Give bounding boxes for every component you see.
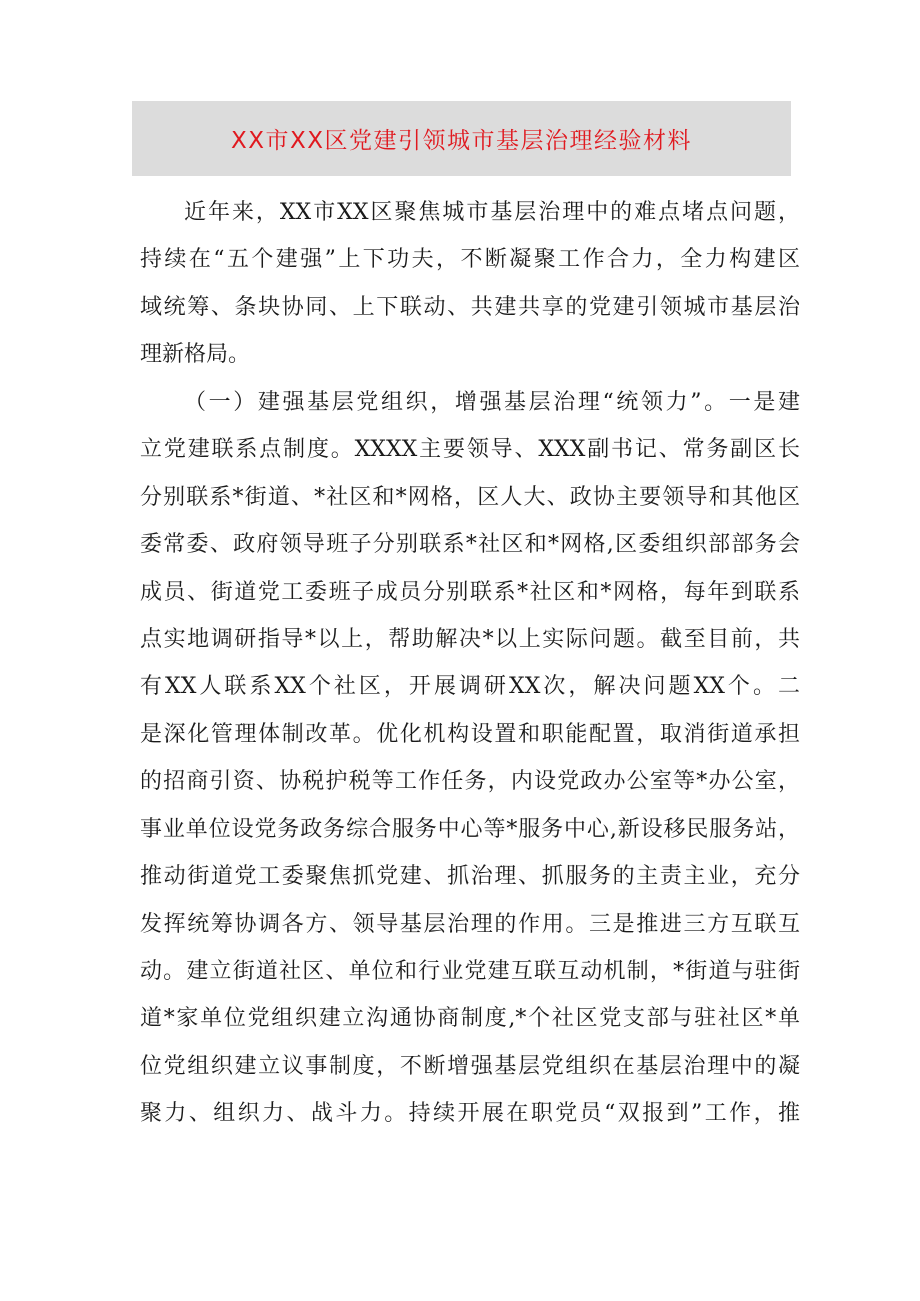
paragraph-line: 推动街道党工委聚焦抓党建、抓治理、抓服务的主责主业，充分 — [140, 864, 800, 890]
paragraph-line: 分别联系*街道、*社区和*网格，区人大、政协主要领导和其他区 — [140, 484, 800, 510]
paragraph-line: 道*家单位党组织建立沟通协商制度,*个社区党支部与驻社区*单 — [140, 1006, 800, 1032]
paragraph-line: 聚力、组织力、战斗力。持续开展在职党员“双报到”工作，推 — [140, 1101, 800, 1127]
paragraph-line: （一）建强基层党组织，增强基层治理“统领力”。一是建 — [184, 389, 800, 415]
paragraph-line: 是深化管理体制改革。优化机构设置和职能配置，取消街道承担 — [140, 721, 800, 747]
paragraph-line: 的招商引资、协税护税等工作任务，内设党政办公室等*办公室， — [140, 769, 800, 795]
paragraph-line: 委常委、政府领导班子分别联系*社区和*网格,区委组织部部务会 — [140, 532, 800, 558]
paragraph-line: 近年来，XX市XX区聚焦城市基层治理中的难点堵点问题， — [184, 200, 800, 225]
paragraph-line: 有XX人联系XX个社区，开展调研XX次，解决问题XX个。二 — [140, 674, 800, 700]
title-band — [132, 101, 791, 176]
paragraph-line: 事业单位设党务政务综合服务中心等*服务中心,新设移民服务站， — [140, 816, 800, 842]
paragraph-line: 理新格局。 — [140, 342, 251, 368]
paragraph-line: 成员、街道党工委班子成员分别联系*社区和*网格，每年到联系 — [140, 579, 800, 605]
paragraph-line: 立党建联系点制度。XXXX主要领导、XXX副书记、常务副区长 — [140, 437, 800, 463]
document-title: XX市XX区党建引领城市基层治理经验材料 — [230, 128, 693, 154]
paragraph-line: 持续在“五个建强”上下功夫，不断凝聚工作合力，全力构建区 — [140, 247, 800, 273]
document-body — [140, 189, 800, 1138]
paragraph-line: 域统筹、条块协同、上下联动、共建共享的党建引领城市基层治 — [140, 294, 800, 320]
paragraph-line: 点实地调研指导*以上，帮助解决*以上实际问题。截至目前，共 — [140, 626, 800, 652]
paragraph-line: 位党组织建立议事制度，不断增强基层党组织在基层治理中的凝 — [140, 1053, 800, 1079]
paragraph-line: 发挥统筹协调各方、领导基层治理的作用。三是推进三方互联互 — [140, 911, 800, 937]
paragraph-line: 动。建立街道社区、单位和行业党建互联互动机制，*街道与驻街 — [140, 959, 800, 984]
